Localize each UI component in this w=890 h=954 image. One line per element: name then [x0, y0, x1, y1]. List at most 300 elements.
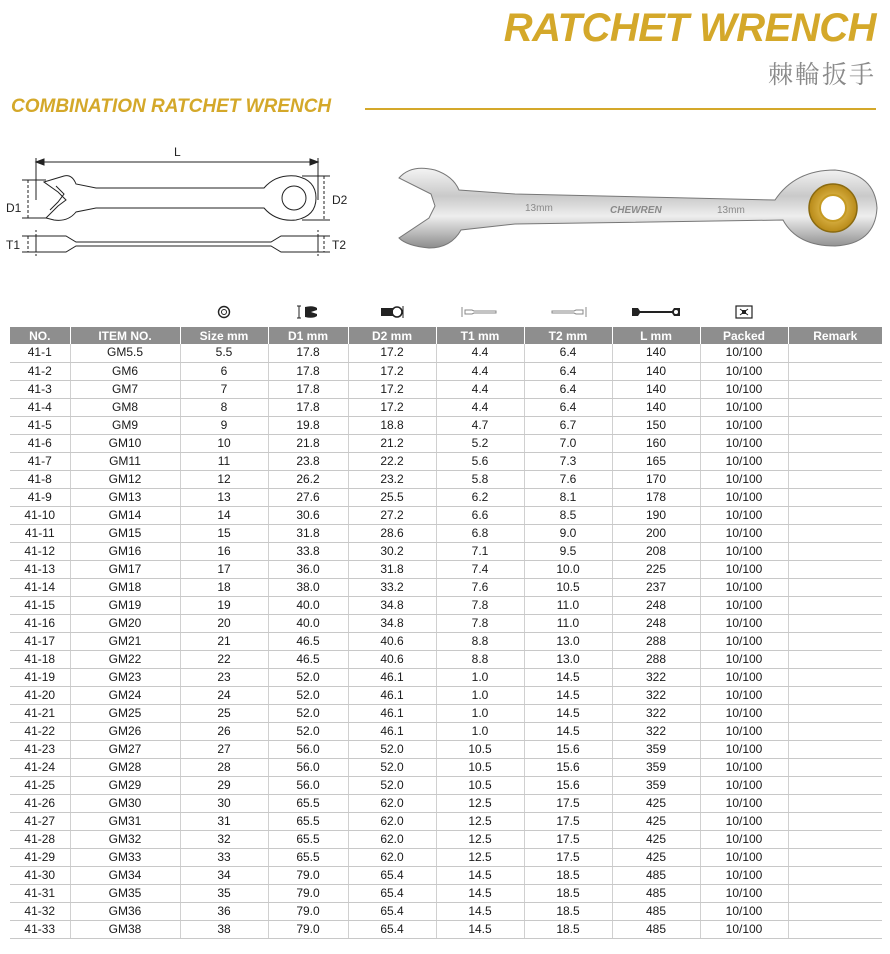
cell-col-d1: 56.0 [268, 758, 348, 776]
table-body [10, 344, 882, 938]
table-row [10, 398, 882, 416]
cell-col-t1: 12.5 [436, 848, 524, 866]
cell-col-packed: 10/100 [700, 902, 788, 920]
cell-col-remark [788, 488, 882, 506]
cell-col-size: 16 [180, 542, 268, 560]
table-row [10, 758, 882, 776]
cell-col-size: 28 [180, 758, 268, 776]
cell-col-item-no: GM24 [70, 686, 180, 704]
cell-col-remark [788, 848, 882, 866]
cell-col-t2: 8.1 [524, 488, 612, 506]
cell-col-size: 31 [180, 812, 268, 830]
cell-col-t1: 7.6 [436, 578, 524, 596]
cell-col-item-no: GM27 [70, 740, 180, 758]
cell-col-d1: 65.5 [268, 848, 348, 866]
cell-col-remark [788, 470, 882, 488]
cell-col-remark [788, 758, 882, 776]
cell-col-packed: 10/100 [700, 668, 788, 686]
table-row [10, 740, 882, 758]
cell-col-d1: 36.0 [268, 560, 348, 578]
cell-col-no: 41-8 [10, 470, 70, 488]
cell-col-item-no: GM18 [70, 578, 180, 596]
cell-col-no: 41-17 [10, 632, 70, 650]
cell-col-packed: 10/100 [700, 488, 788, 506]
section-title: COMBINATION RATCHET WRENCH [11, 96, 332, 117]
cell-col-item-no: GM30 [70, 794, 180, 812]
header-col-remark: Remark [788, 327, 882, 344]
cell-col-packed: 10/100 [700, 596, 788, 614]
table-row [10, 560, 882, 578]
cell-col-remark [788, 614, 882, 632]
cell-col-l: 150 [612, 416, 700, 434]
cell-col-remark [788, 434, 882, 452]
cell-col-packed: 10/100 [700, 506, 788, 524]
table-row [10, 596, 882, 614]
cell-col-d1: 79.0 [268, 866, 348, 884]
label-l: L [174, 145, 181, 159]
cell-col-l: 178 [612, 488, 700, 506]
cell-col-t1: 5.2 [436, 434, 524, 452]
cell-col-size: 21 [180, 632, 268, 650]
cell-col-t1: 6.2 [436, 488, 524, 506]
cell-col-t1: 10.5 [436, 758, 524, 776]
cell-col-item-no: GM35 [70, 884, 180, 902]
cell-col-t1: 1.0 [436, 686, 524, 704]
cell-col-t1: 4.4 [436, 344, 524, 362]
cell-col-no: 41-20 [10, 686, 70, 704]
cell-col-d1: 46.5 [268, 632, 348, 650]
cell-col-t2: 17.5 [524, 812, 612, 830]
cell-col-t2: 18.5 [524, 920, 612, 938]
cell-col-d2: 22.2 [348, 452, 436, 470]
cell-col-t1: 12.5 [436, 830, 524, 848]
cell-col-l: 359 [612, 758, 700, 776]
cell-col-item-no: GM19 [70, 596, 180, 614]
cell-col-item-no: GM17 [70, 560, 180, 578]
photo-size-left: 13mm [525, 203, 553, 214]
cell-col-l: 322 [612, 704, 700, 722]
cell-col-no: 41-18 [10, 650, 70, 668]
cell-col-d1: 27.6 [268, 488, 348, 506]
cell-col-d2: 40.6 [348, 632, 436, 650]
cell-col-t2: 11.0 [524, 596, 612, 614]
cell-col-t2: 11.0 [524, 614, 612, 632]
ring-end-icon [348, 300, 436, 324]
cell-col-d1: 31.8 [268, 524, 348, 542]
cell-col-packed: 10/100 [700, 416, 788, 434]
cell-col-packed: 10/100 [700, 722, 788, 740]
cell-col-size: 25 [180, 704, 268, 722]
cell-col-packed: 10/100 [700, 434, 788, 452]
cell-col-l: 288 [612, 650, 700, 668]
cell-col-t2: 15.6 [524, 776, 612, 794]
cell-col-l: 425 [612, 794, 700, 812]
cell-col-t1: 5.8 [436, 470, 524, 488]
table-row [10, 920, 882, 938]
cell-col-item-no: GM20 [70, 614, 180, 632]
cell-col-d2: 52.0 [348, 740, 436, 758]
cell-col-no: 41-10 [10, 506, 70, 524]
cell-col-t1: 1.0 [436, 704, 524, 722]
cell-col-d2: 17.2 [348, 380, 436, 398]
label-t1: T1 [6, 238, 21, 252]
cell-col-item-no: GM10 [70, 434, 180, 452]
cell-col-t2: 13.0 [524, 632, 612, 650]
cell-col-d1: 40.0 [268, 596, 348, 614]
cell-col-l: 248 [612, 596, 700, 614]
cell-col-size: 7 [180, 380, 268, 398]
table-row [10, 632, 882, 650]
cell-col-no: 41-7 [10, 452, 70, 470]
cell-col-d1: 26.2 [268, 470, 348, 488]
cell-col-no: 41-21 [10, 704, 70, 722]
cell-col-t1: 4.4 [436, 380, 524, 398]
cell-col-d1: 52.0 [268, 668, 348, 686]
cell-col-item-no: GM33 [70, 848, 180, 866]
cell-col-d1: 52.0 [268, 686, 348, 704]
cell-col-item-no: GM6 [70, 362, 180, 380]
cell-col-d2: 62.0 [348, 830, 436, 848]
table-row [10, 380, 882, 398]
cell-col-item-no: GM11 [70, 452, 180, 470]
cell-col-d1: 56.0 [268, 740, 348, 758]
cell-col-t2: 15.6 [524, 758, 612, 776]
cell-col-d2: 52.0 [348, 758, 436, 776]
cell-col-l: 425 [612, 830, 700, 848]
cell-col-item-no: GM31 [70, 812, 180, 830]
cell-col-d2: 65.4 [348, 902, 436, 920]
cell-col-t2: 10.0 [524, 560, 612, 578]
cell-col-size: 5.5 [180, 344, 268, 362]
cell-col-packed: 10/100 [700, 452, 788, 470]
cell-col-t2: 17.5 [524, 830, 612, 848]
cell-col-size: 11 [180, 452, 268, 470]
header-col-l: L mm [612, 327, 700, 344]
cell-col-d2: 46.1 [348, 722, 436, 740]
cell-col-d2: 21.2 [348, 434, 436, 452]
header-col-packed: Packed [700, 327, 788, 344]
label-d1: D1 [6, 201, 22, 215]
cell-col-remark [788, 416, 882, 434]
table-row [10, 452, 882, 470]
cell-col-no: 41-28 [10, 830, 70, 848]
cell-col-l: 322 [612, 722, 700, 740]
cell-col-t2: 9.5 [524, 542, 612, 560]
label-t2: T2 [332, 238, 347, 252]
cell-col-d2: 33.2 [348, 578, 436, 596]
cell-col-no: 41-26 [10, 794, 70, 812]
cell-col-d1: 46.5 [268, 650, 348, 668]
cell-col-item-no: GM36 [70, 902, 180, 920]
cell-col-d1: 52.0 [268, 704, 348, 722]
cell-col-item-no: GM32 [70, 830, 180, 848]
table-row [10, 614, 882, 632]
cell-col-size: 36 [180, 902, 268, 920]
cell-col-t2: 6.4 [524, 344, 612, 362]
cell-col-t1: 12.5 [436, 812, 524, 830]
cell-col-t1: 7.8 [436, 596, 524, 614]
cell-col-d2: 31.8 [348, 560, 436, 578]
cell-col-packed: 10/100 [700, 794, 788, 812]
table-row [10, 704, 882, 722]
cell-col-packed: 10/100 [700, 524, 788, 542]
cell-col-remark [788, 506, 882, 524]
cell-col-d2: 65.4 [348, 884, 436, 902]
header-col-d1: D1 mm [268, 327, 348, 344]
cell-col-t2: 14.5 [524, 686, 612, 704]
cell-col-d2: 62.0 [348, 794, 436, 812]
cell-col-packed: 10/100 [700, 470, 788, 488]
cell-col-remark [788, 578, 882, 596]
cell-col-d2: 17.2 [348, 344, 436, 362]
cell-col-t2: 17.5 [524, 794, 612, 812]
cell-col-size: 35 [180, 884, 268, 902]
table-row [10, 776, 882, 794]
cell-col-remark [788, 380, 882, 398]
cell-col-l: 359 [612, 740, 700, 758]
cell-col-l: 288 [612, 632, 700, 650]
cell-col-remark [788, 560, 882, 578]
section-divider [365, 108, 876, 110]
cell-col-remark [788, 650, 882, 668]
photo-brand: CHEWREN [610, 205, 662, 216]
cell-col-size: 22 [180, 650, 268, 668]
cell-col-remark [788, 668, 882, 686]
cell-col-no: 41-24 [10, 758, 70, 776]
cell-col-no: 41-23 [10, 740, 70, 758]
cell-col-no: 41-1 [10, 344, 70, 362]
header-col-no: NO. [10, 327, 70, 344]
cell-col-t1: 14.5 [436, 902, 524, 920]
cell-col-t1: 1.0 [436, 722, 524, 740]
cell-col-t2: 6.4 [524, 380, 612, 398]
cell-col-l: 140 [612, 344, 700, 362]
cell-col-packed: 10/100 [700, 776, 788, 794]
table-row [10, 866, 882, 884]
cell-col-t1: 10.5 [436, 740, 524, 758]
cell-col-remark [788, 902, 882, 920]
dimension-diagram [6, 140, 356, 270]
table-row [10, 506, 882, 524]
cell-col-no: 41-30 [10, 866, 70, 884]
cell-col-packed: 10/100 [700, 884, 788, 902]
cell-col-item-no: GM9 [70, 416, 180, 434]
cell-col-d2: 28.6 [348, 524, 436, 542]
cell-col-t1: 7.1 [436, 542, 524, 560]
photo-size-right: 13mm [717, 205, 745, 216]
cell-col-item-no: GM23 [70, 668, 180, 686]
cell-col-d1: 52.0 [268, 722, 348, 740]
cell-col-no: 41-22 [10, 722, 70, 740]
table-row [10, 722, 882, 740]
cell-col-item-no: GM13 [70, 488, 180, 506]
cell-col-packed: 10/100 [700, 398, 788, 416]
cell-col-d2: 17.2 [348, 398, 436, 416]
cell-col-size: 29 [180, 776, 268, 794]
cell-col-packed: 10/100 [700, 830, 788, 848]
table-row [10, 794, 882, 812]
table-row [10, 362, 882, 380]
cell-col-t2: 18.5 [524, 866, 612, 884]
cell-col-remark [788, 812, 882, 830]
cell-col-d2: 65.4 [348, 920, 436, 938]
cell-col-t1: 12.5 [436, 794, 524, 812]
cell-col-remark [788, 452, 882, 470]
cell-col-d2: 34.8 [348, 596, 436, 614]
cell-col-d1: 19.8 [268, 416, 348, 434]
cell-col-packed: 10/100 [700, 542, 788, 560]
cell-col-packed: 10/100 [700, 866, 788, 884]
cell-col-item-no: GM16 [70, 542, 180, 560]
header-col-t1: T1 mm [436, 327, 524, 344]
cell-col-no: 41-33 [10, 920, 70, 938]
cell-col-d1: 21.8 [268, 434, 348, 452]
cell-col-d2: 18.8 [348, 416, 436, 434]
cell-col-d2: 46.1 [348, 686, 436, 704]
cell-col-t2: 7.6 [524, 470, 612, 488]
cell-col-l: 425 [612, 848, 700, 866]
table-row [10, 830, 882, 848]
cell-col-d2: 65.4 [348, 866, 436, 884]
cell-col-t2: 8.5 [524, 506, 612, 524]
cell-col-l: 190 [612, 506, 700, 524]
cell-col-packed: 10/100 [700, 812, 788, 830]
cell-col-item-no: GM14 [70, 506, 180, 524]
table-row [10, 416, 882, 434]
cell-col-d1: 30.6 [268, 506, 348, 524]
table-header-row [10, 327, 882, 344]
cell-col-remark [788, 362, 882, 380]
cell-col-t1: 4.4 [436, 398, 524, 416]
cell-col-packed: 10/100 [700, 740, 788, 758]
page-title: RATCHET WRENCH [503, 6, 876, 50]
cell-col-l: 140 [612, 398, 700, 416]
cell-col-item-no: GM38 [70, 920, 180, 938]
table-row [10, 902, 882, 920]
cell-col-size: 12 [180, 470, 268, 488]
cell-col-no: 41-16 [10, 614, 70, 632]
cell-col-packed: 10/100 [700, 578, 788, 596]
length-icon [612, 300, 700, 324]
cell-col-no: 41-31 [10, 884, 70, 902]
cell-col-d1: 17.8 [268, 344, 348, 362]
header-col-t2: T2 mm [524, 327, 612, 344]
cell-col-l: 485 [612, 884, 700, 902]
cell-col-t1: 10.5 [436, 776, 524, 794]
table-row [10, 848, 882, 866]
cell-col-l: 322 [612, 686, 700, 704]
cell-col-item-no: GM22 [70, 650, 180, 668]
cell-col-d2: 25.5 [348, 488, 436, 506]
cell-col-remark [788, 524, 882, 542]
thickness-ring-icon [524, 300, 612, 324]
cell-col-d1: 17.8 [268, 398, 348, 416]
cell-col-size: 18 [180, 578, 268, 596]
cell-col-size: 20 [180, 614, 268, 632]
cell-col-d2: 62.0 [348, 848, 436, 866]
cell-col-t2: 10.5 [524, 578, 612, 596]
cell-col-d1: 23.8 [268, 452, 348, 470]
cell-col-d2: 46.1 [348, 704, 436, 722]
cell-col-size: 27 [180, 740, 268, 758]
cell-col-l: 140 [612, 362, 700, 380]
cell-col-d2: 30.2 [348, 542, 436, 560]
cell-col-item-no: GM29 [70, 776, 180, 794]
cell-col-packed: 10/100 [700, 380, 788, 398]
cell-col-packed: 10/100 [700, 614, 788, 632]
packed-box-icon [700, 300, 788, 324]
cell-col-l: 248 [612, 614, 700, 632]
cell-col-t2: 7.0 [524, 434, 612, 452]
cell-col-remark [788, 398, 882, 416]
cell-col-t1: 4.4 [436, 362, 524, 380]
cell-col-t2: 9.0 [524, 524, 612, 542]
cell-col-item-no: GM28 [70, 758, 180, 776]
cell-col-t2: 6.4 [524, 398, 612, 416]
cell-col-remark [788, 920, 882, 938]
cell-col-item-no: GM12 [70, 470, 180, 488]
cell-col-remark [788, 344, 882, 362]
cell-col-t1: 14.5 [436, 866, 524, 884]
cell-col-remark [788, 794, 882, 812]
cell-col-d2: 52.0 [348, 776, 436, 794]
cell-col-remark [788, 632, 882, 650]
header-col-size: Size mm [180, 327, 268, 344]
cell-col-remark [788, 542, 882, 560]
cell-col-t2: 15.6 [524, 740, 612, 758]
cell-col-size: 30 [180, 794, 268, 812]
cell-col-l: 208 [612, 542, 700, 560]
cell-col-no: 41-9 [10, 488, 70, 506]
cell-col-size: 23 [180, 668, 268, 686]
cell-col-no: 41-3 [10, 380, 70, 398]
cell-col-item-no: GM34 [70, 866, 180, 884]
cell-col-packed: 10/100 [700, 686, 788, 704]
cell-col-size: 38 [180, 920, 268, 938]
column-icons [0, 300, 890, 324]
header-col-item-no: ITEM NO. [70, 327, 180, 344]
cell-col-size: 19 [180, 596, 268, 614]
table-row [10, 812, 882, 830]
cell-col-d2: 34.8 [348, 614, 436, 632]
cell-col-d1: 38.0 [268, 578, 348, 596]
cell-col-l: 225 [612, 560, 700, 578]
cell-col-no: 41-15 [10, 596, 70, 614]
cell-col-item-no: GM25 [70, 704, 180, 722]
ring-size-icon [180, 300, 268, 324]
cell-col-l: 359 [612, 776, 700, 794]
cell-col-size: 8 [180, 398, 268, 416]
cell-col-no: 41-14 [10, 578, 70, 596]
cell-col-packed: 10/100 [700, 920, 788, 938]
cell-col-l: 485 [612, 866, 700, 884]
cell-col-d1: 79.0 [268, 902, 348, 920]
cell-col-no: 41-13 [10, 560, 70, 578]
cell-col-packed: 10/100 [700, 650, 788, 668]
table-row [10, 344, 882, 362]
cell-col-d2: 40.6 [348, 650, 436, 668]
cell-col-d1: 17.8 [268, 362, 348, 380]
table-row [10, 686, 882, 704]
table-row [10, 668, 882, 686]
cell-col-t1: 4.7 [436, 416, 524, 434]
cell-col-item-no: GM7 [70, 380, 180, 398]
cell-col-size: 17 [180, 560, 268, 578]
cell-col-l: 165 [612, 452, 700, 470]
cell-col-size: 9 [180, 416, 268, 434]
cell-col-item-no: GM8 [70, 398, 180, 416]
cell-col-packed: 10/100 [700, 848, 788, 866]
